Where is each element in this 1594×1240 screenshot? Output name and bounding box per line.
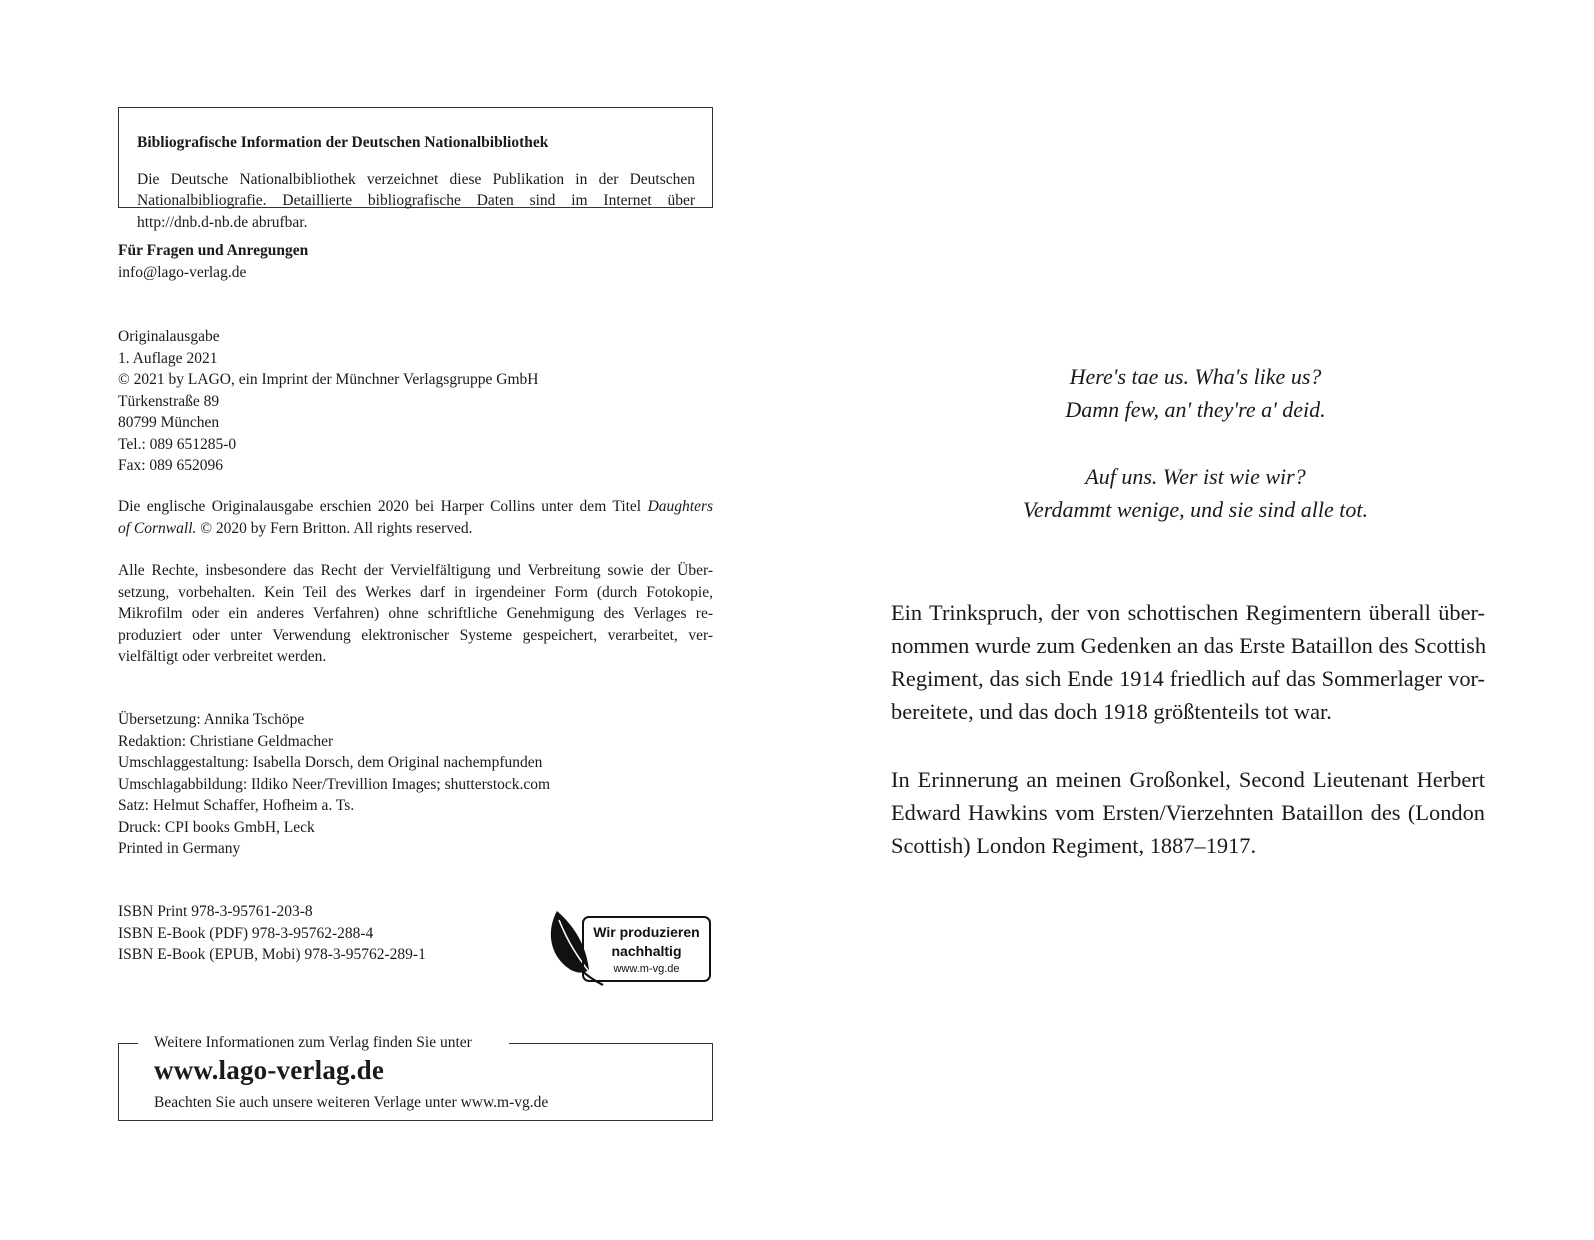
imprint-line: 80799 München	[118, 414, 220, 431]
dnb-line: Nationalbibliografie. Detaillierte bibliografische Daten sind im Internet über	[137, 192, 695, 209]
rights-line: setzung, vorbehalten. Kein Teil des Werkes darf in irgendeiner Form (durch Fotokopie,	[118, 583, 713, 601]
imprint-line: Türkenstraße 89	[118, 392, 220, 410]
paragraph-line: Ein Trinkspruch, der von schottischen Regimentern überall über-	[891, 600, 1485, 625]
dedication-paragraph-2	[891, 763, 1485, 862]
rights-line: vielfältigt oder verbreitet werden.	[118, 648, 327, 665]
imprint-line: 1. Auflage 2021	[118, 349, 218, 367]
credit-line: Übersetzung: Annika Tschöpe	[118, 711, 305, 728]
logo-line1: Wir produzieren	[593, 924, 700, 940]
isbn-line: ISBN E-Book (PDF) 978-3-95762-288-4	[118, 924, 374, 942]
toast-scots	[797, 360, 1594, 426]
paragraph-line: bereitete, und das doch 1918 größtenteils tot war.	[891, 699, 1332, 724]
dedication-paragraph-1	[891, 596, 1485, 728]
sustainability-badge	[582, 916, 711, 982]
paragraph-line: nommen wurde zum Gedenken an das Erste Bataillon des Scottish	[891, 633, 1487, 658]
website-url: www.lago-verlag.de	[154, 1055, 385, 1085]
paragraph-line: Regiment, das sich Ende 1914 friedlich auf das Sommerlager vor-	[891, 666, 1485, 691]
imprint-block	[118, 326, 713, 477]
rights-block	[118, 560, 713, 668]
toast-german	[797, 460, 1594, 526]
divider	[118, 1043, 138, 1044]
credit-line: Umschlagabbildung: Ildiko Neer/Trevillion Images; shutterstock.com	[118, 775, 551, 793]
credit-line: Umschlaggestaltung: Isabella Dorsch, dem Original nachempfunden	[118, 754, 543, 771]
dnb-line: http://dnb.d-nb.de abrufbar.	[137, 213, 308, 231]
isbn-line: ISBN E-Book (EPUB, Mobi) 978-3-95762-289-1	[118, 946, 426, 963]
rights-line: produziert oder unter Verwendung elektronischer Systeme gespeichert, verarbeitet, ver-	[118, 626, 713, 644]
logo-line2: nachhaltig	[611, 943, 682, 959]
paragraph-line: Scottish) London Regiment, 1887–1917.	[891, 833, 1257, 858]
original-edition-line1	[118, 496, 713, 518]
original-edition-block	[118, 496, 713, 539]
credit-line: Druck: CPI books GmbH, Leck	[118, 818, 315, 836]
dnb-line: Die Deutsche Nationalbibliothek verzeichnet diese Publikation in der Deutschen	[137, 170, 695, 188]
original-edition-prefix: Die englische Originalausgabe erschien 2020 bei Harper Collins unter dem Titel	[118, 498, 642, 515]
original-title-part1: Daughters	[647, 498, 714, 515]
paragraph-line: Edward Hawkins vom Ersten/Vierzehnten Bataillon des (London	[891, 800, 1485, 825]
original-title-part2: of Cornwall.	[118, 519, 197, 537]
credit-line: Satz: Helmut Schaffer, Hofheim a. Ts.	[118, 797, 355, 814]
toast-line: Verdammt wenige, und sie sind alle tot.	[1022, 497, 1369, 522]
contact-email: info@lago-verlag.de	[118, 263, 247, 281]
toast-line: Auf uns. Wer ist wie wir?	[1085, 464, 1306, 489]
website-legend: Weitere Informationen zum Verlag finden Sie unter	[154, 1034, 472, 1051]
dnb-text	[137, 169, 695, 234]
website-note: Beachten Sie auch unsere weiteren Verlage unter www.m-vg.de	[154, 1094, 549, 1111]
sustainability-logo	[549, 908, 714, 990]
imprint-line: © 2021 by LAGO, ein Imprint der Münchner Verlagsgruppe GmbH	[118, 371, 539, 388]
credit-line: Printed in Germany	[118, 840, 241, 857]
logo-url: www.m-vg.de	[613, 963, 680, 975]
toast-line: Here's tae us. Wha's like us?	[1069, 364, 1322, 389]
rights-line: Alle Rechte, insbesondere das Recht der Vervielfältigung und Verbreitung sowie der Über-	[118, 562, 713, 579]
isbn-block	[118, 901, 518, 966]
contact-title: Für Fragen und Anregungen	[118, 242, 309, 259]
imprint-line: Tel.: 089 651285-0	[118, 435, 237, 453]
isbn-line: ISBN Print 978-3-95761-203-8	[118, 903, 313, 920]
divider	[509, 1043, 713, 1044]
original-edition-line2	[118, 518, 713, 540]
credit-line: Redaktion: Christiane Geldmacher	[118, 732, 334, 750]
imprint-line: Fax: 089 652096	[118, 457, 224, 474]
dnb-info-box	[118, 107, 713, 231]
toast-line: Damn few, an' they're a' deid.	[1065, 397, 1326, 422]
rights-line: Mikrofilm oder ein anderes Verfahren) ohne schriftliche Genehmigung des Verlages re-	[118, 605, 713, 622]
dnb-title: Bibliografische Information der Deutschen Nationalbibliothek	[137, 133, 549, 151]
original-copyright: © 2020 by Fern Britton. All rights reserved.	[200, 519, 473, 537]
imprint-line: Originalausgabe	[118, 328, 220, 345]
paragraph-line: In Erinnerung an meinen Großonkel, Second Lieutenant Herbert	[891, 767, 1485, 792]
credits-block	[118, 709, 713, 860]
contact-block	[118, 240, 713, 283]
